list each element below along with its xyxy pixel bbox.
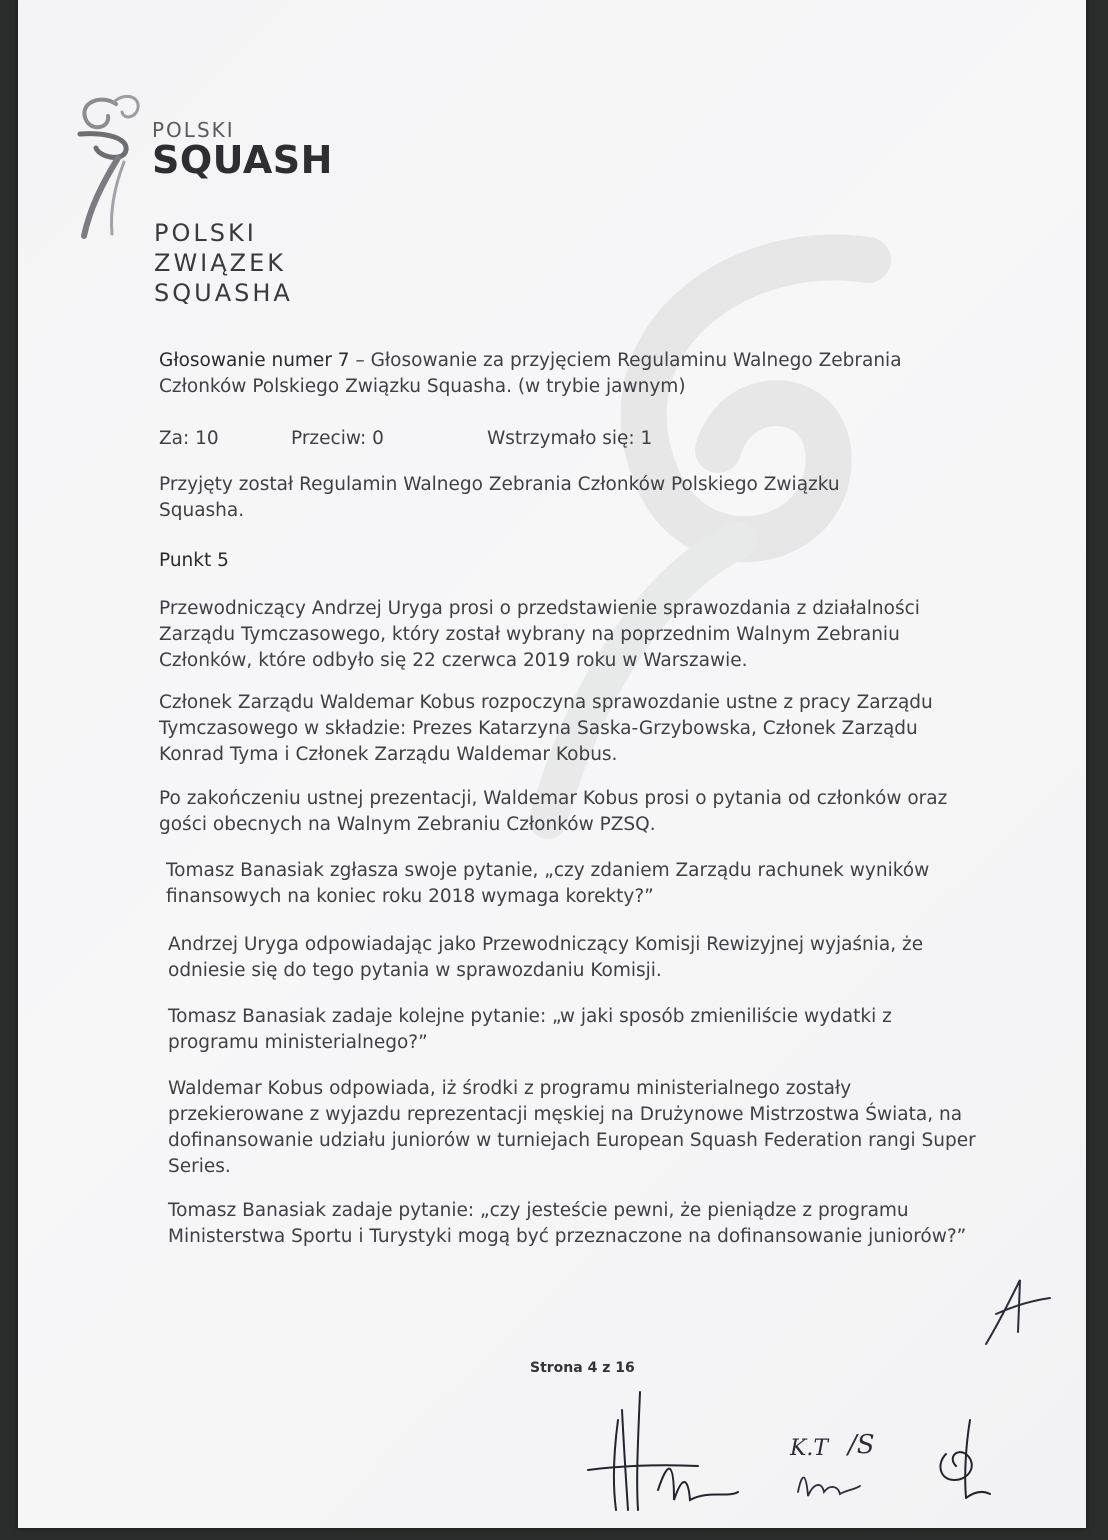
- vote-for: Za: 10: [159, 428, 219, 449]
- footer-page: 4: [587, 1360, 598, 1376]
- organization-name: [154, 218, 293, 308]
- document-page: [18, 0, 1086, 1528]
- paragraph: Tomasz Banasiak zgłasza swoje pytanie, „czy zdaniem Zarządu rachunek wyników finansowych na koniec roku 2018 wymaga korekty?”: [166, 860, 930, 907]
- polski-squash-logo-icon: [66, 88, 148, 240]
- footer-prefix: Strona: [530, 1360, 588, 1376]
- paragraph: Członek Zarządu Waldemar Kobus rozpoczyna sprawozdanie ustne z pracy Zarządu Tymczasowego w składzie: Prezes Katarzyna Saska-Grzybowska, Członek Zarządu Konrad Tyma i Członek Zarządu Waldemar Kobus.: [159, 692, 933, 765]
- org-name-line-3: SQUASHA: [154, 279, 293, 307]
- vote-heading-description: – Głosowanie za przyjęciem Regulaminu Walnego Zebrania Członków Polskiego Związku Squasha. (w trybie jawnym): [159, 350, 902, 397]
- signature-small-scribble-icon: [794, 1462, 864, 1502]
- paragraph: Tomasz Banasiak zadaje kolejne pytanie: „w jaki sposób zmieniliście wydatki z programu ministerialnego?”: [168, 1006, 892, 1053]
- signature-main-icon: [578, 1380, 758, 1520]
- paragraph: Przewodniczący Andrzej Uryga prosi o przedstawienie sprawozdania z działalności Zarządu Tymczasowego, który został wybrany na poprzednim Walnym Zebraniu Członków, które odbyło się 22 czerwca 2019 roku w Warszawie.: [159, 598, 920, 671]
- footer-sep: z: [597, 1360, 616, 1376]
- logo-small-text: POLSKI: [152, 118, 235, 142]
- signature-initials-ms: /S: [848, 1430, 875, 1460]
- vote-against: Przeciw: 0: [291, 428, 384, 449]
- paragraph: Po zakończeniu ustnej prezentacji, Waldemar Kobus prosi o pytania od członków oraz gości obecnych na Walnym Zebraniu Członków PZSQ.: [159, 788, 948, 835]
- section-title: Punkt 5: [159, 550, 229, 571]
- logo-big-text: SQUASH: [152, 138, 333, 182]
- paragraph: Tomasz Banasiak zadaje pytanie: „czy jesteście pewni, że pieniądze z programu Ministerstwa Sportu i Turystyki mogą być przeznaczone na dofinansowanie juniorów?”: [168, 1200, 967, 1247]
- signature-initial-a-icon: [978, 1274, 1058, 1354]
- vote-result-text: Przyjęty został Regulamin Walnego Zebrania Członków Polskiego Związku Squasha.: [159, 474, 840, 521]
- vote-heading: [159, 348, 969, 400]
- vote-heading-number: Głosowanie numer 7: [159, 350, 350, 371]
- signature-right-icon: [926, 1414, 996, 1504]
- paragraph: Andrzej Uryga odpowiadając jako Przewodniczący Komisji Rewizyjnej wyjaśnia, że odniesie się do tego pytania w sprawozdaniu Komisji.: [168, 934, 924, 981]
- logo-wordmark: [152, 118, 333, 182]
- vote-abstained: Wstrzymało się: 1: [487, 428, 653, 449]
- paragraph: Waldemar Kobus odpowiada, iż środki z programu ministerialnego zostały przekierowane z wyjazdu reprezentacji męskiej na Drużynowe Mistrzostwa Świata, na dofinansowanie udziału juniorów w turniejach European Squash Federation rangi Super Series.: [168, 1078, 976, 1177]
- page-footer: [530, 1360, 635, 1376]
- signature-initials-kt: K.T: [790, 1436, 829, 1461]
- footer-total: 16: [615, 1360, 635, 1376]
- vote-results: [159, 426, 999, 452]
- org-name-line-1: POLSKI: [154, 219, 257, 247]
- org-name-line-2: ZWIĄZEK: [154, 249, 287, 277]
